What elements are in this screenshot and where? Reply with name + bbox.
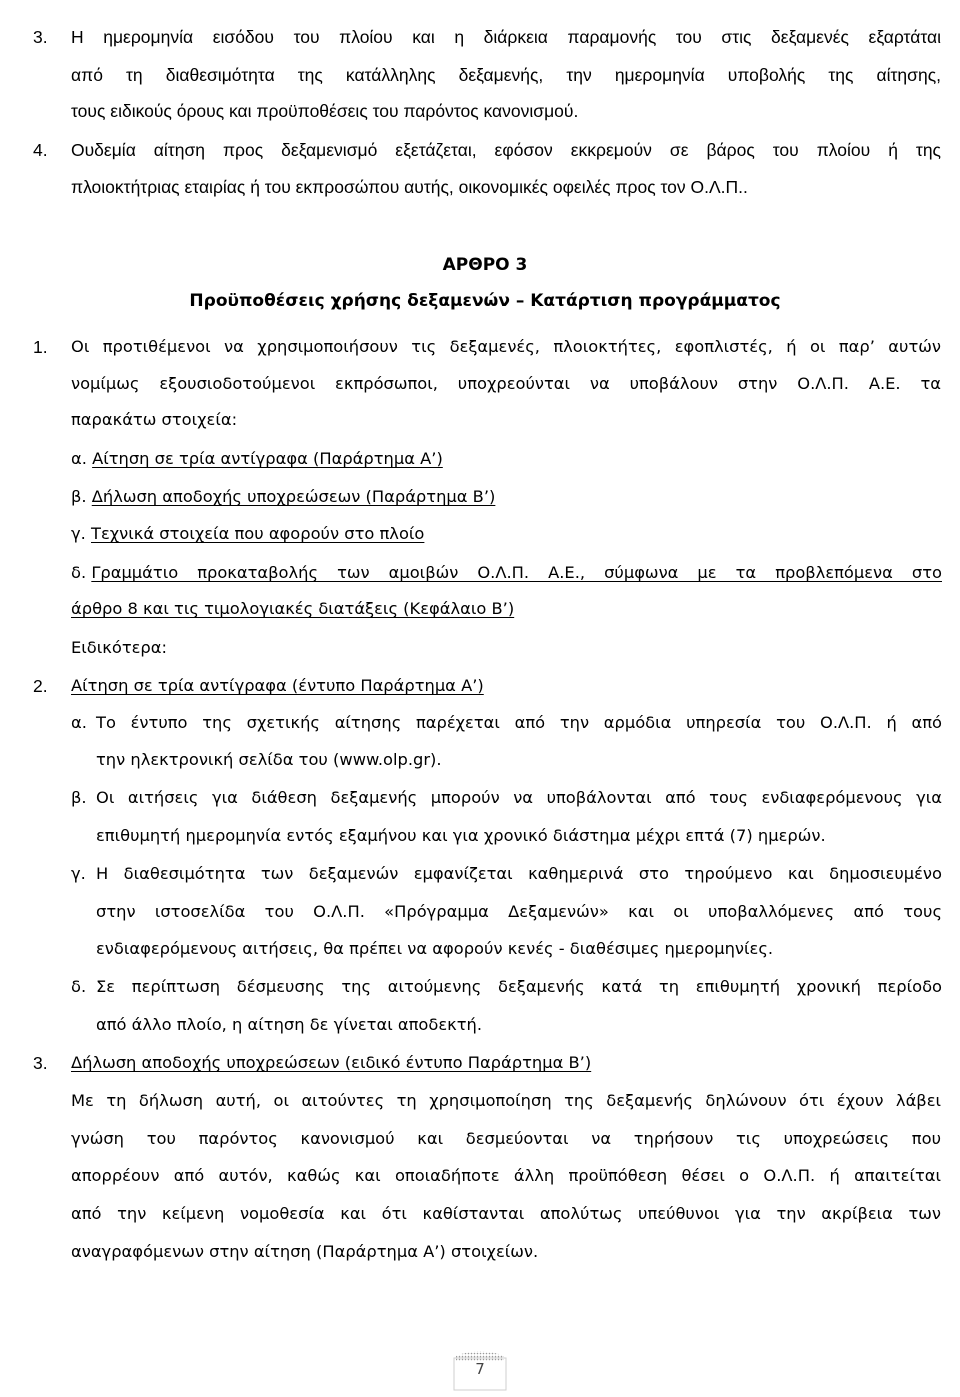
list-prefix: β. xyxy=(71,487,92,506)
sub-item-prefix: δ. xyxy=(71,977,87,996)
page-number-box xyxy=(452,1346,508,1392)
text-line: από άλλο πλοίο, η αίτηση δε γίνεται αποδεκτή. xyxy=(96,1015,483,1034)
text-line: Σε περίπτωση δέσμευσης της αιτούμενης δεξαμενής κατά τη επιθυμητή χρονική περίοδο xyxy=(96,977,942,996)
text-line: Οι προτιθέμενοι να χρησιμοποιήσουν τις δεξαμενές, πλοιοκτήτες, εφοπλιστές, ή οι παρ’ αυτών xyxy=(71,337,941,356)
list-item xyxy=(71,487,495,507)
text-line: Η διαθεσιμότητα των δεξαμενών εμφανίζεται καθημερινά στο τηρούμενο και δημοσιευμένο xyxy=(96,864,942,883)
text-line: Με τη δήλωση αυτή, οι αιτούντες τη χρησιμοποίηση της δεξαμενής δηλώνουν ότι έχουν λάβει xyxy=(71,1091,941,1110)
text-line: απορρέουν από αυτόν, καθώς και οποιαδήποτε άλλη προϋπόθεση θέσει ο Ο.Λ.Π. ή απαιτείται xyxy=(71,1166,941,1185)
page-number: 7 xyxy=(475,1360,485,1378)
list-text: Γραμμάτιο προκαταβολής των αμοιβών Ο.Λ.Π. Α.Ε., σύμφωνα με τα προβλεπόμενα στο xyxy=(91,563,942,582)
text-line: πλοιοκτήτριας εταιρίας ή του εκπροσώπου αυτής, οικονομικές οφειλές προς τον Ο.Λ.Π.. xyxy=(71,177,748,197)
article-subheading: Προϋποθέσεις χρήσης δεξαμενών – Κατάρτιση προγράμματος xyxy=(189,291,781,311)
sub-item-prefix: β. xyxy=(71,788,87,807)
text-line: επιθυμητή ημερομηνία εντός εξαμήνου και για χρονικό διάστημα μέχρι επτά (7) ημερών. xyxy=(96,826,826,845)
text-line: στην ιστοσελίδα του Ο.Λ.Π. «Πρόγραμμα Δεξαμενών» και οι υποβαλλόμενες από τους xyxy=(96,902,942,921)
text-line: παρακάτω στοιχεία: xyxy=(71,410,238,429)
article-heading: ΑΡΘΡΟ 3 xyxy=(442,255,528,275)
list-text: Τεχνικά στοιχεία που αφορούν στο πλοίο xyxy=(91,524,425,543)
list-item xyxy=(71,449,443,469)
item-number: 4. xyxy=(33,140,48,160)
text-line: Ειδικότερα: xyxy=(71,638,167,657)
text-line: Οι αιτήσεις για διάθεση δεξαμενής μπορούν να υποβάλονται από τους ενδιαφερόμενους για xyxy=(96,788,942,807)
text-line: την ηλεκτρονική σελίδα του (www.olp.gr). xyxy=(96,750,442,769)
text-line: τους ειδικούς όρους και προϋποθέσεις του παρόντος κανονισμού. xyxy=(71,101,579,121)
section-title: Αίτηση σε τρία αντίγραφα (έντυπο Παράρτημα Α’) xyxy=(71,676,484,695)
text-line: Το έντυπο της σχετικής αίτησης παρέχεται από την αρμόδια υπηρεσία του Ο.Λ.Π. ή από xyxy=(96,713,942,732)
section-title: Δήλωση αποδοχής υποχρεώσεων (ειδικό έντυπο Παράρτημα Β’) xyxy=(71,1053,592,1072)
text-line: ενδιαφερόμενους αιτήσεις, θα πρέπει να αφορούν κενές - διαθέσιμες ημερομηνίες. xyxy=(96,939,774,958)
item-number: 2. xyxy=(33,676,48,696)
item-number: 3. xyxy=(33,27,48,47)
text-line: από τη διαθεσιμότητα της κατάλληλης δεξαμενής, την ημερομηνία υποβολής της αίτησης, xyxy=(71,65,941,85)
list-prefix: δ. xyxy=(71,563,92,582)
item-number: 3. xyxy=(33,1053,48,1073)
text-line: Ουδεμία αίτηση προς δεξαμενισμό εξετάζεται, εφόσον εκκρεμούν σε βάρος του πλοίου ή της xyxy=(71,140,941,160)
list-text: άρθρο 8 και τις τιμολογιακές διατάξεις (Κεφάλαιο Β’) xyxy=(71,599,515,618)
text-line: Η ημερομηνία εισόδου του πλοίου και η διάρκεια παραμονής του στις δεξαμενές εξαρτάται xyxy=(71,27,941,47)
list-prefix: α. xyxy=(71,449,93,468)
text-line: αναγραφόμενων στην αίτηση (Παράρτημα Α’) στοιχείων. xyxy=(71,1242,539,1261)
list-text: Δήλωση αποδοχής υποχρεώσεων (Παράρτημα Β’) xyxy=(91,487,496,506)
text-line: από την κείμενη νομοθεσία και ότι καθίστανται απολύτως υπεύθυνοι για την ακρίβεια των xyxy=(71,1204,941,1223)
sub-item-prefix: α. xyxy=(71,713,87,732)
list-prefix: γ. xyxy=(71,524,91,543)
item-number: 1. xyxy=(33,337,48,357)
text-line: νομίμως εξουσιοδοτούμενοι εκπρόσωποι, υποχρεούνται να υποβάλουν στην Ο.Λ.Π. Α.Ε. τα xyxy=(71,374,941,393)
list-item xyxy=(71,524,424,544)
sub-item-prefix: γ. xyxy=(71,864,86,883)
list-item xyxy=(71,563,942,583)
list-text: Αίτηση σε τρία αντίγραφα (Παράρτημα Α’) xyxy=(92,449,443,468)
text-line: γνώση του παρόντος κανονισμού και δεσμεύονται να τηρήσουν τις υποχρεώσεις που xyxy=(71,1129,941,1148)
